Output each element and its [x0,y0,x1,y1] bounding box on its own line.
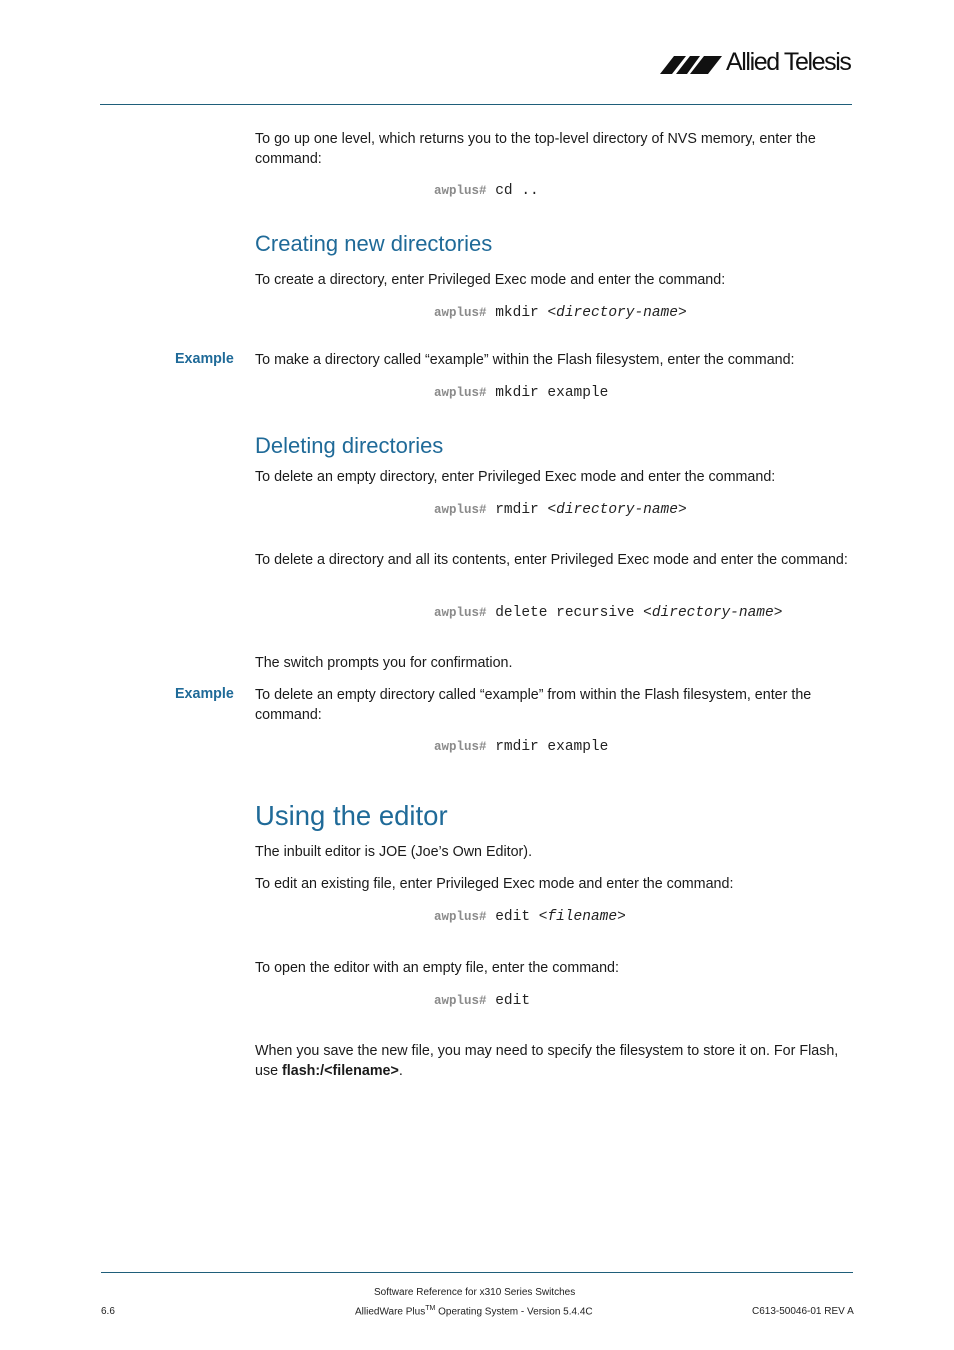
edit-filename-command [434,909,626,925]
heading-using-editor: Using the editor [255,800,448,831]
arg-close: > [677,502,687,518]
page-number: 6.6 [101,1306,115,1317]
example-label: Example [175,351,234,367]
footer-rule [101,1272,853,1273]
arg-open: < [643,605,652,621]
editor-intro-paragraph: The inbuilt editor is JOE (Joe’s Own Editor). [255,844,533,860]
arg-close: > [617,909,626,925]
command-prompt: awplus# [434,910,487,924]
heading-deleting-directories: Deleting directories [255,433,444,458]
footer-product: AlliedWare Plus [355,1306,426,1318]
logo-mark-icon [660,50,726,76]
delete-recursive-paragraph: To delete a directory and all its contents, enter Privileged Exec mode and enter the command: [255,552,848,568]
command-arg: directory-name [556,502,678,518]
rmdir-example-command [434,739,608,755]
flash-path: flash:/<filename> [282,1062,399,1079]
command-arg: directory-name [556,305,678,321]
command-text: mkdir [495,305,548,321]
editor-save-paragraph [255,1042,855,1081]
allied-telesis-logo [660,50,854,80]
command-prompt: awplus# [434,606,487,620]
command-text: rmdir example [495,739,609,755]
arg-open: < [538,909,548,925]
logo-text: Allied Telesis [726,48,851,76]
header-rule [100,104,852,105]
intro-paragraph: To go up one level, which returns you to the top-level directory of NVS memory, enter the command: [255,131,816,167]
create-example-paragraph: To make a directory called “example” within the Flash filesystem, enter the command: [255,352,795,368]
command-prompt: awplus# [434,994,487,1008]
arg-open: < [547,502,557,518]
heading-creating-directories: Creating new directories [255,231,493,256]
arg-close: > [677,305,687,321]
mkdir-command [434,305,687,321]
editor-empty-paragraph: To open the editor with an empty file, enter the command: [255,960,619,976]
mkdir-example-command [434,385,608,401]
confirmation-paragraph: The switch prompts you for confirmation. [255,655,513,671]
example-label: Example [175,686,234,702]
footer-os-version: Operating System - Version 5.4.4C [435,1306,593,1318]
arg-open: < [547,305,557,321]
footer-tm: TM [425,1305,436,1312]
command-prompt: awplus# [434,184,487,198]
editor-edit-paragraph: To edit an existing file, enter Privileged Exec mode and enter the command: [255,876,734,892]
edit-command [434,993,530,1009]
rmdir-command [434,502,687,518]
create-paragraph: To create a directory, enter Privileged Exec mode and enter the command: [255,272,726,288]
document-id: C613-50046-01 REV A [752,1306,854,1317]
command-prompt: awplus# [434,306,487,320]
delete-recursive-command [434,605,782,621]
command-arg: directory-name [651,605,774,621]
command-text: delete recursive [495,605,644,621]
command-text: rmdir [495,502,548,518]
command-arg: filename [547,909,618,925]
command-prompt: awplus# [434,740,487,754]
command-text: edit [495,993,531,1009]
delete-example-paragraph: To delete an empty directory called “example” from within the Flash filesystem, enter the command: [255,687,812,723]
footer-title: Software Reference for x310 Series Switches [374,1287,576,1298]
command-text: edit [495,909,539,925]
save-text: When you save the new file, you may need to specify the filesystem to store it on. For Flash, use [255,1043,839,1079]
footer-version [355,1305,593,1317]
command-prompt: awplus# [434,503,487,517]
command-text: mkdir example [495,385,609,401]
save-text-end: . [398,1062,403,1079]
cd-command [434,183,539,199]
command-text: cd .. [495,183,539,199]
arg-close: > [773,605,783,621]
delete-paragraph: To delete an empty directory, enter Privileged Exec mode and enter the command: [255,469,776,485]
command-prompt: awplus# [434,386,487,400]
